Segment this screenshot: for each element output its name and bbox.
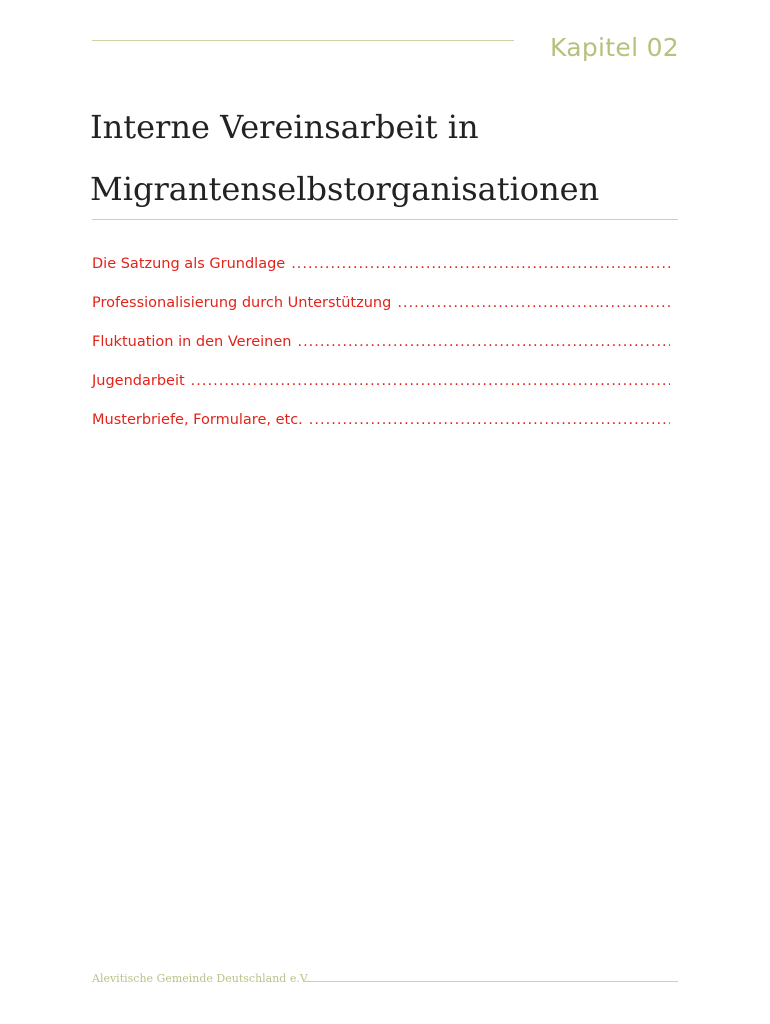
toc-item-label: Professionalisierung durch Unterstützung <box>92 295 392 311</box>
page-title-line-1: Interne Vereinsarbeit in <box>90 108 479 146</box>
toc-item-professionalisierung[interactable] <box>92 295 670 334</box>
toc-dot-leader <box>191 373 670 389</box>
toc-item-satzung[interactable] <box>92 256 670 295</box>
toc-dot-leader <box>397 295 670 311</box>
page-title-line-2: Migrantenselbstorganisationen <box>90 170 600 208</box>
toc-item-label: Jugendarbeit <box>92 373 185 389</box>
footer-rule <box>303 981 678 982</box>
toc-dot-leader <box>309 412 670 428</box>
header-rule <box>92 40 514 41</box>
chapter-label: Kapitel 02 <box>550 33 679 62</box>
toc-item-jugendarbeit[interactable] <box>92 373 670 412</box>
toc-item-label: Musterbriefe, Formulare, etc. <box>92 412 303 428</box>
page-title <box>90 96 690 220</box>
table-of-contents <box>92 256 670 451</box>
toc-item-label: Die Satzung als Grundlage <box>92 256 286 272</box>
toc-item-label: Fluktuation in den Vereinen <box>92 334 292 350</box>
title-rule <box>92 219 678 220</box>
toc-dot-leader <box>297 334 670 350</box>
toc-item-musterbriefe[interactable] <box>92 412 670 451</box>
toc-dot-leader <box>291 256 670 272</box>
footer-publisher: Alevitische Gemeinde Deutschland e.V. <box>92 972 310 985</box>
toc-item-fluktuation[interactable] <box>92 334 670 373</box>
